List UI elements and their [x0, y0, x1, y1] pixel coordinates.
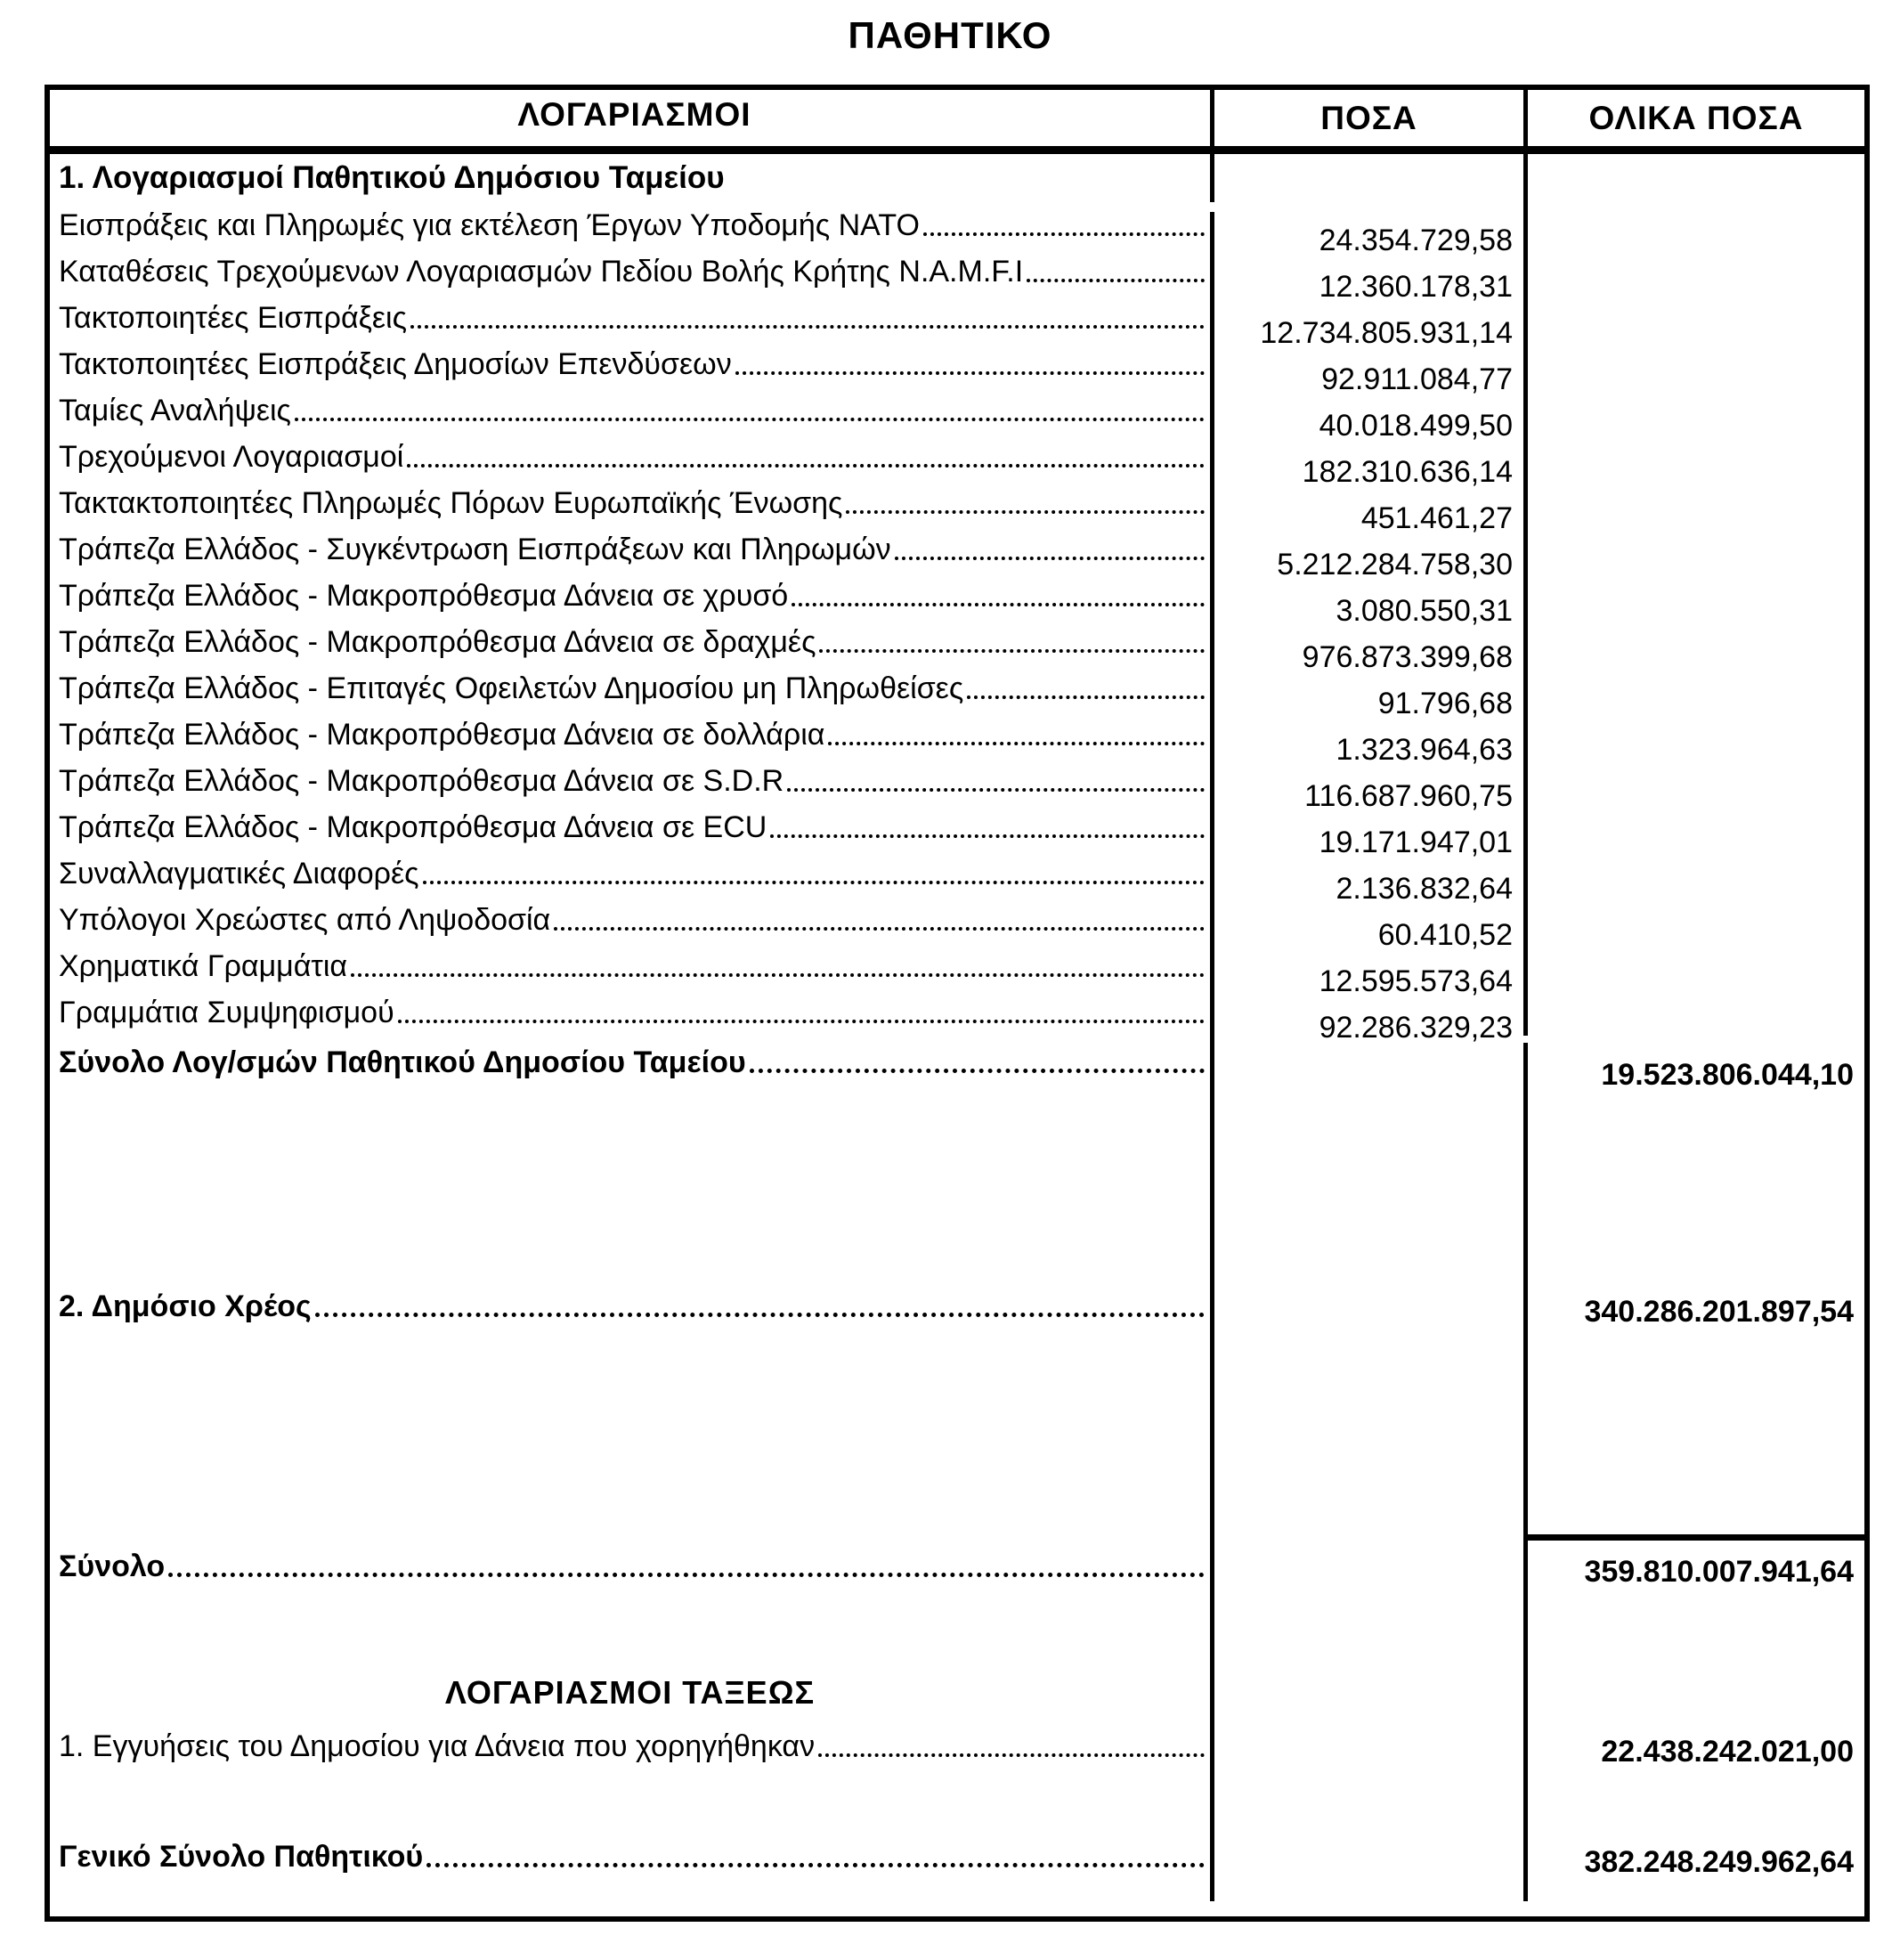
account-label: Τράπεζα Ελλάδος - Μακροπρόθεσμα Δάνεια σε ECU	[59, 810, 767, 845]
account-row	[50, 665, 1864, 720]
spacer	[50, 1590, 1864, 1668]
account-row	[50, 480, 1864, 535]
account-label: Χρηματικά Γραμμάτια	[59, 949, 348, 984]
liabilities-table	[45, 85, 1870, 1922]
account-row	[50, 619, 1864, 674]
dot-leader	[398, 1020, 1205, 1023]
account-row	[50, 804, 1864, 859]
account-row	[50, 850, 1864, 906]
amount-value: 116.687.960,75	[1210, 768, 1523, 814]
amount-value: 1.323.964,63	[1210, 721, 1523, 768]
amount-value: 12.595.573,64	[1210, 953, 1523, 999]
grand-total-label: Γενικό Σύνολο Παθητικού	[59, 1840, 424, 1875]
account-row	[50, 202, 1864, 257]
column-header-amounts: ΠΟΣΑ	[1210, 90, 1523, 146]
account-row	[50, 341, 1864, 396]
amount-value: 182.310.636,14	[1210, 443, 1523, 490]
amount-value: 24.354.729,58	[1210, 212, 1523, 258]
dot-leader	[315, 1313, 1205, 1317]
dot-leader	[735, 371, 1205, 375]
account-row	[50, 573, 1864, 628]
dot-leader	[423, 881, 1205, 884]
account-row	[50, 943, 1864, 998]
account-row	[50, 387, 1864, 443]
amount-value: 91.796,68	[1210, 675, 1523, 721]
account-label: Τακτακτοποιητέες Πληρωμές Πόρων Ευρωπαϊκής Ένωσης	[59, 486, 843, 521]
guarantee-row	[50, 1718, 1864, 1769]
account-label: Εισπράξεις και Πληρωμές για εκτέλεση Έργων Υποδομής ΝΑΤΟ	[59, 208, 920, 243]
dot-leader	[787, 788, 1205, 792]
grand-total-value: 382.248.249.962,64	[1523, 1830, 1864, 1880]
spacer	[50, 1330, 1864, 1534]
account-row	[50, 434, 1864, 489]
dot-leader	[295, 418, 1205, 421]
account-label: Τράπεζα Ελλάδος - Επιταγές Οφειλετών Δημοσίου μη Πληρωθείσες	[59, 671, 964, 706]
guarantee-value: 22.438.242.021,00	[1523, 1718, 1864, 1769]
table-header-row	[50, 90, 1864, 154]
dot-leader	[168, 1573, 1205, 1577]
account-row	[50, 295, 1864, 350]
total-value: 359.810.007.941,64	[1523, 1534, 1864, 1590]
total-row	[50, 1534, 1864, 1590]
account-label: Συναλλαγματικές Διαφορές	[59, 857, 419, 891]
amount-value: 5.212.284.758,30	[1210, 536, 1523, 582]
account-label: Τράπεζα Ελλάδος - Μακροπρόθεσμα Δάνεια σε χρυσό	[59, 579, 789, 614]
guarantee-label: 1. Εγγυήσεις του Δημοσίου για Δάνεια που χορηγήθηκαν	[59, 1729, 816, 1764]
amount-value: 976.873.399,68	[1210, 629, 1523, 675]
dot-leader	[967, 695, 1205, 699]
account-row	[50, 248, 1864, 304]
amount-value: 451.461,27	[1210, 490, 1523, 536]
total-label: Σύνολο	[59, 1549, 166, 1584]
amount-value: 92.286.329,23	[1210, 999, 1523, 1045]
account-label: Τρεχούμενοι Λογαριασμοί	[59, 440, 404, 475]
amount-value: 12.360.178,31	[1210, 258, 1523, 305]
amount-value: 19.171.947,01	[1210, 814, 1523, 860]
amount-value: 60.410,52	[1210, 907, 1523, 953]
order-accounts-heading: ΛΟΓΑΡΙΑΣΜΟΙ ΤΑΞΕΩΣ	[444, 1674, 816, 1712]
account-row	[50, 897, 1864, 952]
public-debt-value: 340.286.201.897,54	[1523, 1280, 1864, 1330]
section1-heading-row	[50, 154, 1864, 202]
account-label: Τράπεζα Ελλάδος - Μακροπρόθεσμα Δάνεια σε δολλάρια	[59, 718, 825, 752]
account-label: Τακτοποιητέες Εισπράξεις Δημοσίων Επενδύσεων	[59, 347, 732, 382]
dot-leader	[792, 603, 1205, 606]
account-row	[50, 526, 1864, 581]
dot-leader	[407, 464, 1205, 468]
section1-subtotal-value: 19.523.806.044,10	[1523, 1043, 1864, 1093]
dot-leader	[770, 834, 1205, 838]
column-header-accounts: ΛΟΓΑΡΙΑΣΜΟΙ	[517, 96, 751, 133]
account-row	[50, 758, 1864, 813]
account-label: Τράπεζα Ελλάδος - Συγκέντρωση Εισπράξεων και Πληρωμών	[59, 533, 891, 567]
account-label: Ταμίες Αναλήψεις	[59, 394, 291, 428]
account-label: Υπόλογοι Χρεώστες από Ληψοδοσία	[59, 903, 551, 938]
spacer	[50, 1880, 1864, 1901]
account-rows	[50, 202, 1864, 1045]
amount-value: 2.136.832,64	[1210, 860, 1523, 907]
dot-leader	[426, 1863, 1205, 1867]
dot-leader	[846, 510, 1205, 514]
public-debt-label: 2. Δημόσιο Χρέος	[59, 1289, 312, 1324]
amount-value: 12.734.805.931,14	[1210, 305, 1523, 351]
section1-subtotal-label: Σύνολο Λογ/σμών Παθητικού Δημοσίου Ταμείου	[59, 1045, 746, 1080]
column-header-totals: ΟΛΙΚΑ ΠΟΣΑ	[1523, 90, 1864, 146]
page-title: ΠΑΘΗΤΙΚΟ	[848, 14, 1052, 56]
dot-leader	[895, 557, 1205, 560]
amount-value: 3.080.550,31	[1210, 582, 1523, 629]
dot-leader	[818, 1753, 1205, 1757]
account-label: Τακτοποιητέες Εισπράξεις	[59, 301, 407, 336]
spacer	[50, 1086, 1864, 1280]
dot-leader	[828, 742, 1205, 745]
section1-heading: 1. Λογαριασμοί Παθητικού Δημόσιου Ταμείου	[59, 159, 725, 195]
account-row	[50, 989, 1864, 1045]
account-label: Τράπεζα Ελλάδος - Μακροπρόθεσμα Δάνεια σε δραχμές	[59, 625, 816, 660]
dot-leader	[923, 232, 1205, 236]
grand-total-row	[50, 1830, 1864, 1880]
order-accounts-heading-row	[50, 1668, 1864, 1718]
dot-leader	[351, 973, 1205, 977]
dot-leader	[819, 649, 1205, 653]
account-label: Γραμμάτια Συμψηφισμού	[59, 996, 394, 1030]
account-label: Καταθέσεις Τρεχούμενων Λογαριασμών Πεδίου Βολής Κρήτης N.A.M.F.I	[59, 255, 1024, 289]
spacer	[50, 1769, 1864, 1830]
amount-value: 40.018.499,50	[1210, 397, 1523, 443]
dot-leader	[750, 1069, 1205, 1073]
account-label: Τράπεζα Ελλάδος - Μακροπρόθεσμα Δάνεια σε S.D.R	[59, 764, 784, 799]
account-row	[50, 712, 1864, 767]
dot-leader	[554, 927, 1205, 931]
public-debt-row	[50, 1280, 1864, 1330]
dot-leader	[1027, 279, 1205, 282]
section1-subtotal-row	[50, 1036, 1864, 1092]
amount-value: 92.911.084,77	[1210, 351, 1523, 397]
dot-leader	[410, 325, 1205, 329]
